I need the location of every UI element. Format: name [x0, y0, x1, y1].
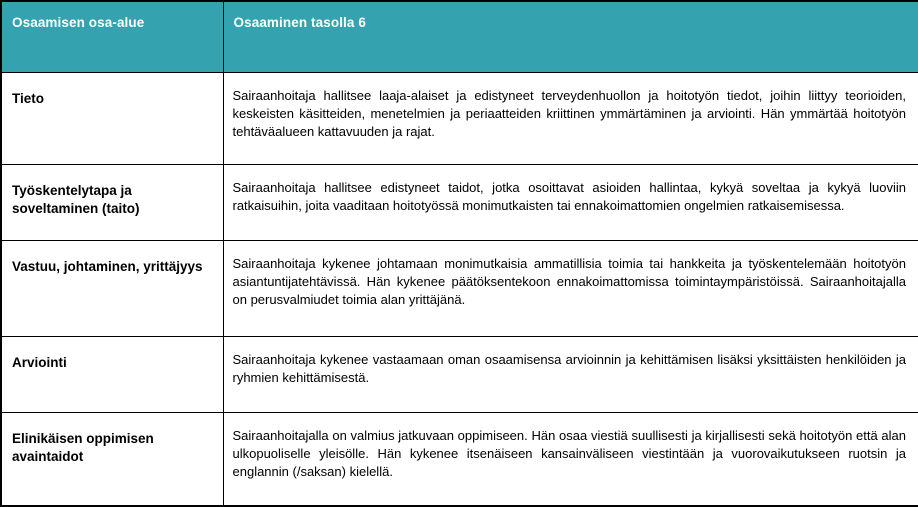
- header-competence-area: Osaamisen osa-alue: [1, 1, 223, 72]
- table-row: [1, 165, 918, 240]
- table-row: [1, 337, 918, 412]
- level-description-cell: Sairaanhoitaja kykenee vastaamaan oman osaamisensa arvioinnin ja kehittämisen lisäksi yksittäisten henkilöiden ja ryhmien kehittämisestä.: [223, 337, 918, 412]
- table-header-row: [1, 1, 918, 72]
- table-row: [1, 240, 918, 337]
- table-row: [1, 72, 918, 165]
- competence-area-cell: Työskentelytapa ja soveltaminen (taito): [1, 165, 223, 240]
- competence-area-cell: Elinikäisen oppimisen avaintaidot: [1, 412, 223, 506]
- header-level-6: Osaaminen tasolla 6: [223, 1, 918, 72]
- table-row: [1, 412, 918, 506]
- level-description-cell: Sairaanhoitajalla on valmius jatkuvaan oppimiseen. Hän osaa viestiä suullisesti ja kirjallisesti sekä hoitotyön että alan ulkopuoliselle yleisölle. Hän kykenee itsenäiseen kansainväliseen viestintään ja vuorovaikutukseen ruotsin ja englannin (/saksan) kielellä.: [223, 412, 918, 506]
- level-description-cell: Sairaanhoitaja kykenee johtamaan monimutkaisia ammatillisia toimia tai hankkeita ja työskentelemään hoitotyön asiantuntijatehtävissä. Hän kykenee päätöksentekoon ennakoimattomissa toimintaympäristöissä. Sairaanhoitajalla on perusvalmiudet toimia alan yrittäjänä.: [223, 240, 918, 337]
- competence-area-cell: Vastuu, johtaminen, yrittäjyys: [1, 240, 223, 337]
- level-description-cell: Sairaanhoitaja hallitsee edistyneet taidot, jotka osoittavat asioiden hallintaa, kykyä soveltaa ja kykyä luoviin ratkaisuihin, joita vaaditaan hoitotyössä monimutkaisten tai ennakoimattomien ongelmien ratkaisemisessa.: [223, 165, 918, 240]
- competence-area-cell: Tieto: [1, 72, 223, 165]
- competence-area-cell: Arviointi: [1, 337, 223, 412]
- level-description-cell: Sairaanhoitaja hallitsee laaja-alaiset ja edistyneet terveydenhuollon ja hoitotyön tiedot, joihin liittyy teorioiden, keskeisten käsitteiden, menetelmien ja periaatteiden kriittinen ymmärtäminen ja arviointi. Hän ymmärtää hoitotyön tehtäväalueen kattavuuden ja rajat.: [223, 72, 918, 165]
